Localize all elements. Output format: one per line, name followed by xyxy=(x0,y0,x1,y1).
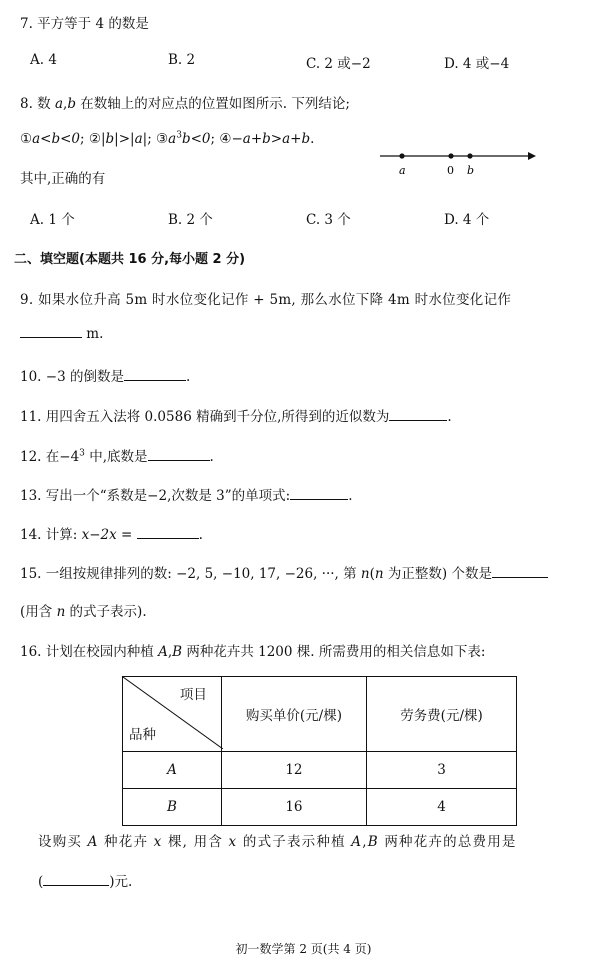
cost-table xyxy=(122,676,517,826)
table-header-row xyxy=(123,677,517,752)
q7-option-b: B. 2 xyxy=(168,52,196,68)
point-b xyxy=(467,153,472,158)
row-variety: A xyxy=(123,752,222,789)
header-labor: 劳务费(元/棵) xyxy=(366,677,516,752)
q9-stem: 9. 如果水位升高 5m 时水位变化记作 + 5m, 那么水位下降 4m 时水位变化记作 xyxy=(20,292,512,308)
label-0: 0 xyxy=(447,164,454,177)
q9-answer: m. xyxy=(20,325,103,342)
number-line-arrow xyxy=(528,152,536,160)
q10: 10. −3 的倒数是 . xyxy=(20,369,191,385)
q16-blank[interactable] xyxy=(43,873,109,886)
q14: 14. 计算: x−2x = . xyxy=(20,527,203,543)
q9-blank[interactable] xyxy=(20,325,82,338)
q16-stem: 16. 计划在校园内种植 A,B 两种花卉共 1200 棵. 所需费用的相关信息如下表: xyxy=(20,644,486,660)
q16-question: 设购买 A 种花卉 x 棵, 用含 x 的式子表示种植 A,B 两种花卉的总费用是 xyxy=(38,834,517,850)
q13: 13. 写出一个“系数是−2,次数是 3”的单项式: . xyxy=(20,488,353,504)
table-row xyxy=(123,752,517,789)
point-a xyxy=(399,153,404,158)
row-labor: 4 xyxy=(366,789,516,826)
row-price: 12 xyxy=(221,752,366,789)
q7-option-d: D. 4 或−4 xyxy=(444,56,510,72)
row-price: 16 xyxy=(221,789,366,826)
q8-stem: 8. 数 a,b 在数轴上的对应点的位置如图所示. 下列结论; xyxy=(20,96,350,112)
q8-option-c: C. 3 个 xyxy=(306,212,351,228)
q13-blank[interactable] xyxy=(290,487,348,500)
q8-which: 其中,正确的有 xyxy=(20,171,106,187)
q7-option-c: C. 2 或−2 xyxy=(306,56,371,72)
q15-stem: 15. 一组按规律排列的数: −2, 5, −10, 17, −26, ···, 第 n(n 为正整数) 个数是 xyxy=(20,562,548,582)
q16-answer: ( )元. xyxy=(38,874,133,890)
number-line-figure xyxy=(380,148,540,178)
table-row xyxy=(123,789,517,826)
table-corner-cell xyxy=(123,677,222,752)
q10-blank[interactable] xyxy=(124,368,186,381)
q12: 12. 在$-4^3$ 中,底数是 . xyxy=(20,448,214,465)
q7-stem: 7. 平方等于 4 的数是 xyxy=(20,16,149,32)
point-0 xyxy=(448,153,453,158)
page-footer: 初一数学第 2 页(共 4 页) xyxy=(235,942,372,956)
header-price: 购买单价(元/棵) xyxy=(221,677,366,752)
q8-option-a: A. 1 个 xyxy=(30,212,75,228)
section-heading: 二、填空题(本题共 16 分,每小题 2 分) xyxy=(14,252,246,267)
q11-blank[interactable] xyxy=(389,408,447,421)
q15-blank[interactable] xyxy=(492,565,548,578)
q8-option-b: B. 2 个 xyxy=(168,212,213,228)
q8-option-d: D. 4 个 xyxy=(444,212,490,228)
corner-label-item: 项目 xyxy=(179,687,207,703)
label-b: b xyxy=(467,164,475,177)
q12-blank[interactable] xyxy=(148,448,210,461)
q11: 11. 用四舍五入法将 0.0586 精确到千分位,所得到的近似数为 . xyxy=(20,409,452,425)
corner-label-variety: 品种 xyxy=(129,727,156,743)
q15-hint: (用含 n 的式子表示). xyxy=(20,604,147,620)
q7-option-a: A. 4 xyxy=(30,52,57,68)
q8-conclusions: ①a<b<0; ②|b|>|a|; $③a^3b<0$; ④−a+b>a+b. xyxy=(20,130,315,147)
q14-blank[interactable] xyxy=(137,526,199,539)
row-variety: B xyxy=(123,789,222,826)
label-a: a xyxy=(399,164,406,177)
row-labor: 3 xyxy=(366,752,516,789)
